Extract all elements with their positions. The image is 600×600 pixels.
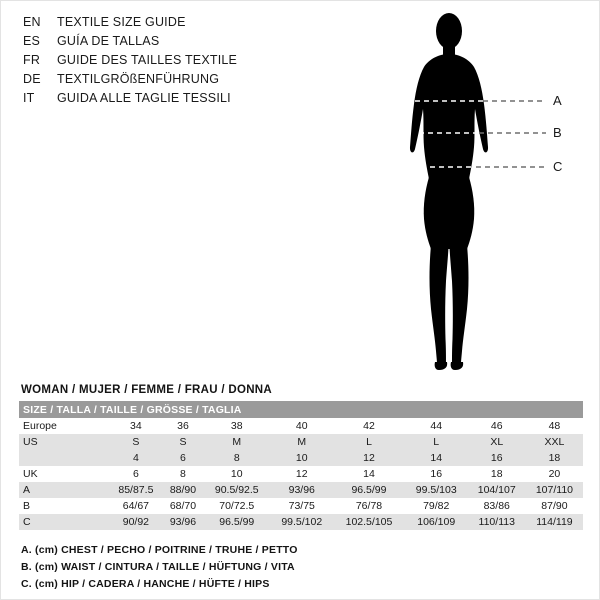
cell: 8	[163, 466, 203, 482]
note-chest: A. (cm) CHEST / PECHO / POITRINE / TRUHE / PETTO	[21, 544, 298, 556]
cell: 12	[270, 466, 333, 482]
language-row-fr	[23, 53, 323, 72]
cell: 96.5/99	[333, 482, 405, 498]
cell: 93/96	[163, 514, 203, 530]
table-row	[19, 482, 583, 498]
cell: M	[270, 434, 333, 450]
cell: 42	[333, 418, 405, 434]
cell: 20	[526, 466, 583, 482]
measurement-label-c: C	[553, 159, 563, 174]
cell: 96.5/99	[203, 514, 270, 530]
cell: M	[203, 434, 270, 450]
cell: XXL	[526, 434, 583, 450]
language-text-fr: GUIDE DES TAILLES TEXTILE	[57, 53, 238, 67]
cell: 8	[203, 450, 270, 466]
cell: 88/90	[163, 482, 203, 498]
row-label: B	[19, 498, 109, 514]
language-code-de: DE	[23, 72, 41, 86]
cell: 93/96	[270, 482, 333, 498]
cell: 4	[109, 450, 163, 466]
cell: 14	[405, 450, 468, 466]
cell: 10	[203, 466, 270, 482]
cell: 107/110	[526, 482, 583, 498]
cell: 90/92	[109, 514, 163, 530]
language-row-it	[23, 91, 323, 110]
silhouette-icon	[410, 13, 488, 370]
cell: 10	[270, 450, 333, 466]
cell: 16	[468, 450, 526, 466]
cell: 102.5/105	[333, 514, 405, 530]
language-row-de	[23, 72, 323, 91]
female-silhouette-figure	[341, 9, 581, 379]
cell: 6	[109, 466, 163, 482]
cell: 40	[270, 418, 333, 434]
cell: 79/82	[405, 498, 468, 514]
size-table-area	[19, 384, 583, 530]
cell: 38	[203, 418, 270, 434]
cell: 99.5/103	[405, 482, 468, 498]
cell: 14	[333, 466, 405, 482]
cell: S	[109, 434, 163, 450]
table-header-label: SIZE / TALLA / TAILLE / GRÖSSE / TAGLIA	[19, 401, 583, 418]
table-group-title: WOMAN / MUJER / FEMME / FRAU / DONNA	[21, 384, 273, 396]
cell: 70/72.5	[203, 498, 270, 514]
cell: 12	[333, 450, 405, 466]
cell: 90.5/92.5	[203, 482, 270, 498]
cell: 99.5/102	[270, 514, 333, 530]
cell: 48	[526, 418, 583, 434]
row-label: C	[19, 514, 109, 530]
table-row	[19, 450, 583, 466]
note-waist: B. (cm) WAIST / CINTURA / TAILLE / HÜFTUNG / VITA	[21, 561, 295, 573]
measurement-label-a: A	[553, 93, 562, 108]
row-label: UK	[19, 466, 109, 482]
table-row	[19, 466, 583, 482]
cell: 85/87.5	[109, 482, 163, 498]
note-hip: C. (cm) HIP / CADERA / HANCHE / HÜFTE / HIPS	[21, 578, 270, 590]
language-code-en: EN	[23, 15, 41, 29]
cell: 34	[109, 418, 163, 434]
cell: 44	[405, 418, 468, 434]
cell: 114/119	[526, 514, 583, 530]
cell: 36	[163, 418, 203, 434]
row-label: Europe	[19, 418, 109, 434]
cell: 64/67	[109, 498, 163, 514]
measurement-notes	[21, 542, 581, 593]
row-label: A	[19, 482, 109, 498]
cell: L	[333, 434, 405, 450]
language-row-es	[23, 34, 323, 53]
cell: 16	[405, 466, 468, 482]
table-row	[19, 434, 583, 450]
cell: 106/109	[405, 514, 468, 530]
language-row-en	[23, 15, 323, 34]
cell: 18	[526, 450, 583, 466]
table-header-row	[19, 401, 583, 418]
table-row	[19, 418, 583, 434]
size-table	[19, 401, 583, 530]
cell: 73/75	[270, 498, 333, 514]
cell: 87/90	[526, 498, 583, 514]
cell: L	[405, 434, 468, 450]
language-text-it: GUIDA ALLE TAGLIE TESSILI	[57, 91, 231, 105]
cell: 83/86	[468, 498, 526, 514]
cell: 18	[468, 466, 526, 482]
row-label	[19, 450, 109, 466]
row-label: US	[19, 434, 109, 450]
language-code-it: IT	[23, 91, 35, 105]
language-text-en: TEXTILE SIZE GUIDE	[57, 15, 186, 29]
cell: XL	[468, 434, 526, 450]
cell: 6	[163, 450, 203, 466]
cell: 104/107	[468, 482, 526, 498]
cell: 68/70	[163, 498, 203, 514]
language-text-de: TEXTILGRÖßENFÜHRUNG	[57, 72, 220, 86]
cell: 110/113	[468, 514, 526, 530]
table-row	[19, 498, 583, 514]
cell: 46	[468, 418, 526, 434]
language-header	[23, 15, 323, 110]
cell: S	[163, 434, 203, 450]
language-code-es: ES	[23, 34, 41, 48]
language-code-fr: FR	[23, 53, 41, 67]
language-text-es: GUÍA DE TALLAS	[57, 34, 160, 48]
measurement-label-b: B	[553, 125, 562, 140]
table-row	[19, 514, 583, 530]
cell: 76/78	[333, 498, 405, 514]
